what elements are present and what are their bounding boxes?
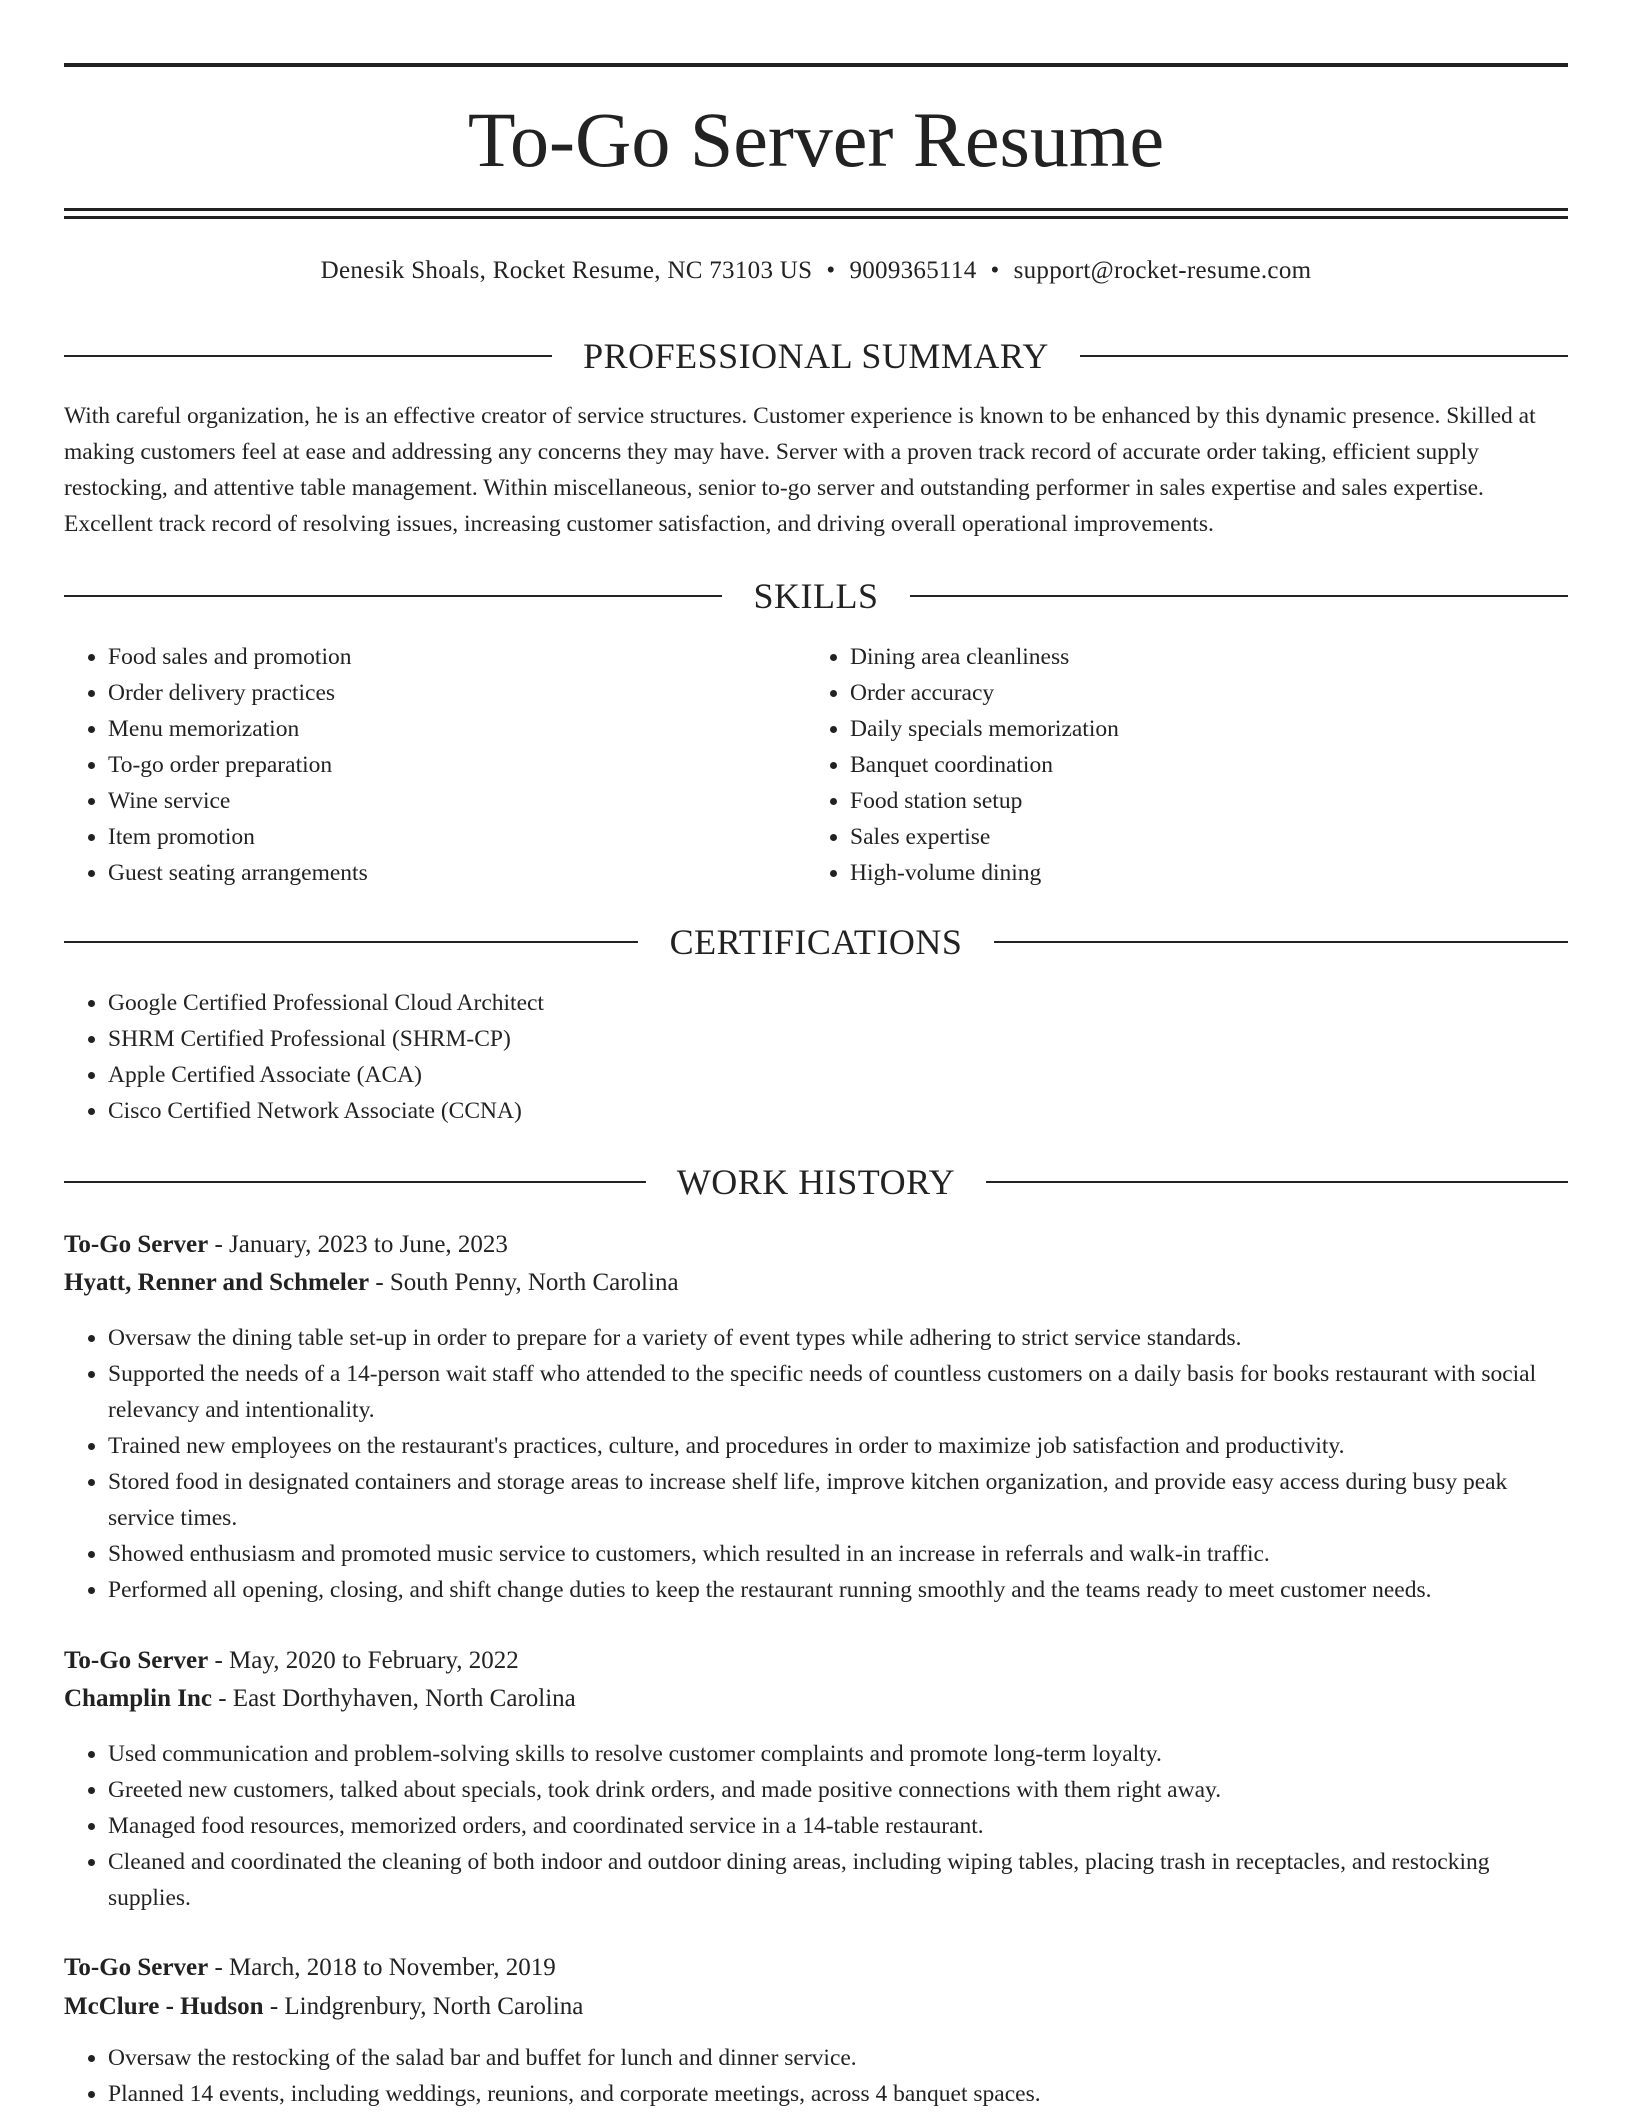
certification-item: • SHRM Certified Professional (SHRM-CP): [108, 1021, 1568, 1057]
job-title-line: [64, 1950, 556, 1986]
skills-heading: SKILLS: [753, 576, 879, 616]
skills-section-header: [64, 574, 1568, 618]
job-bullet: • Supported the needs of a 14-person wait staff who attended to the specific needs of countless customers on a daily basis for books restaurant with social relevancy and intentionality.: [108, 1356, 1568, 1428]
job-company-line: [64, 1989, 583, 2025]
job-bullets: [64, 1320, 1568, 1608]
job-location: - East Dorthyhaven, North Carolina: [211, 1685, 576, 1712]
job-bullet: • Planned 14 events, including weddings, reunions, and corporate meetings, across 4 banquet spaces.: [108, 2076, 1568, 2112]
contact-separator: •: [990, 257, 1000, 284]
work-section-header: [64, 1160, 1568, 1204]
skills-list-right: [806, 639, 1550, 891]
section-rule-right: [910, 595, 1568, 597]
skill-item: • Sales expertise: [850, 819, 1550, 855]
job-title: To-Go Server: [64, 1647, 209, 1674]
job-title-line: [64, 1643, 519, 1679]
skill-item: • Banquet coordination: [850, 747, 1550, 783]
contact-email[interactable]: support@rocket-resume.com: [1013, 257, 1312, 284]
summary-heading: PROFESSIONAL SUMMARY: [583, 336, 1049, 376]
certification-item: • Cisco Certified Network Associate (CCNA): [108, 1093, 1568, 1129]
skill-item: • To-go order preparation: [108, 747, 798, 783]
certifications-heading: CERTIFICATIONS: [669, 922, 963, 962]
certifications-section-header: [64, 920, 1568, 964]
skill-item: • Order delivery practices: [108, 675, 798, 711]
job-dates: - January, 2023 to June, 2023: [208, 1231, 508, 1258]
section-rule-right: [994, 941, 1568, 943]
job-bullet: • Oversaw the dining table set-up in order to prepare for a variety of event types while adhering to strict service standards.: [108, 1320, 1568, 1356]
job-bullets: [64, 2040, 1568, 2112]
job-bullet: • Showed enthusiasm and promoted music service to customers, which resulted in an increase in referrals and walk-in traffic.: [108, 1536, 1568, 1572]
job-bullet: • Greeted new customers, talked about specials, took drink orders, and made positive connections with them right away.: [108, 1772, 1568, 1808]
resume-title: To-Go Server Resume: [467, 96, 1165, 183]
job-company: Champlin Inc: [64, 1685, 212, 1712]
job-location: - South Penny, North Carolina: [369, 1269, 679, 1296]
job-bullets: [64, 1736, 1568, 1916]
job-bullet: • Stored food in designated containers and storage areas to increase shelf life, improve kitchen organization, and provide easy access during busy peak service times.: [108, 1464, 1568, 1536]
skill-item: • Dining area cleanliness: [850, 639, 1550, 675]
job-company-line: [64, 1265, 679, 1301]
job-bullet: • Managed food resources, memorized orders, and coordinated service in a 14-table restaurant.: [108, 1808, 1568, 1844]
job-dates: - May, 2020 to February, 2022: [208, 1647, 519, 1674]
contact-phone: 9009365114: [849, 257, 977, 284]
skill-item: • Food sales and promotion: [108, 639, 798, 675]
job-bullet: • Trained new employees on the restaurant's practices, culture, and procedures in order to maximize job satisfaction and productivity.: [108, 1428, 1568, 1464]
job-company: Hyatt, Renner and Schmeler: [64, 1269, 370, 1296]
skill-item: • Wine service: [108, 783, 798, 819]
job-bullet: • Performed all opening, closing, and shift change duties to keep the restaurant running smoothly and the teams ready to meet customer needs.: [108, 1572, 1568, 1608]
job-location: - Lindgrenbury, North Carolina: [263, 1993, 584, 2020]
section-rule-right: [986, 1181, 1568, 1183]
job-dates: - March, 2018 to November, 2019: [208, 1954, 556, 1981]
skill-item: • Daily specials memorization: [850, 711, 1550, 747]
title-rule-lower: [64, 216, 1568, 219]
contact-line: [64, 254, 1568, 288]
section-rule-right: [1080, 355, 1568, 357]
skill-item: • Guest seating arrangements: [108, 855, 798, 891]
top-rule: [64, 63, 1568, 67]
skill-item: • Food station setup: [850, 783, 1550, 819]
summary-text: With careful organization, he is an effective creator of service structures. Customer experience is known to be enhanced by this dynamic presence. Skilled at making customers feel at ease and addressing any concerns they may have. Server with a proven track record of accurate order taking, efficient supply restocking, and attentive table management. Within miscellaneous, senior to-go server and outstanding performer in sales expertise and sales expertise. Excellent track record of resolving issues, increasing customer satisfaction, and driving overall operational improvements.: [64, 403, 1536, 537]
job-bullet: • Cleaned and coordinated the cleaning of both indoor and outdoor dining areas, including wiping tables, placing trash in receptacles, and restocking supplies.: [108, 1844, 1568, 1916]
summary-section-header: [64, 334, 1568, 378]
title-rule-upper: [64, 208, 1568, 211]
certification-item: • Apple Certified Associate (ACA): [108, 1057, 1568, 1093]
work-heading: WORK HISTORY: [676, 1162, 956, 1202]
job-bullet: • Used communication and problem-solving skills to resolve customer complaints and promote long-term loyalty.: [108, 1736, 1568, 1772]
job-title-line: [64, 1227, 508, 1263]
contact-address: Denesik Shoals, Rocket Resume, NC 73103 US: [320, 257, 813, 284]
job-title: To-Go Server: [64, 1954, 209, 1981]
certifications-list: [64, 985, 1568, 1129]
job-bullet: • Oversaw the restocking of the salad bar and buffet for lunch and dinner service.: [108, 2040, 1568, 2076]
skill-item: • High-volume dining: [850, 855, 1550, 891]
contact-separator: •: [826, 257, 836, 284]
certification-item: • Google Certified Professional Cloud Architect: [108, 985, 1568, 1021]
job-company-line: [64, 1681, 576, 1717]
job-company: McClure - Hudson: [64, 1993, 264, 2020]
skills-list-left: [64, 639, 798, 891]
job-title: To-Go Server: [64, 1231, 209, 1258]
skill-item: • Menu memorization: [108, 711, 798, 747]
skill-item: • Order accuracy: [850, 675, 1550, 711]
skill-item: • Item promotion: [108, 819, 798, 855]
